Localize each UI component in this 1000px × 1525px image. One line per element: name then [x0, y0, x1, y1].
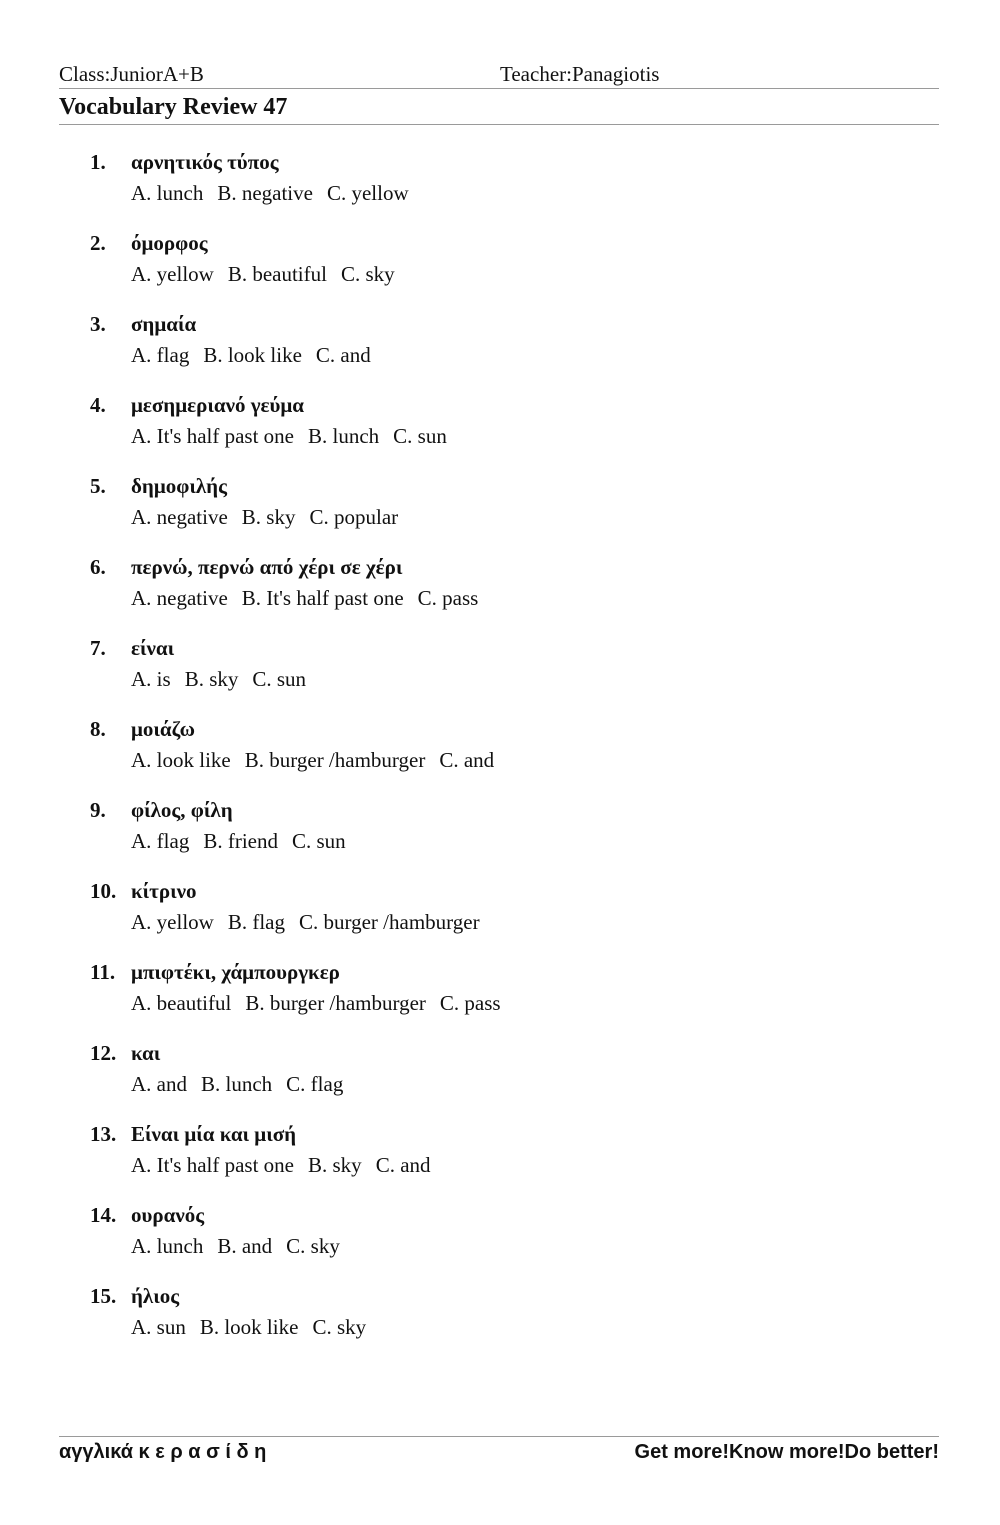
answer-option[interactable]: A. beautiful	[131, 991, 232, 1015]
answer-options	[131, 748, 508, 773]
answer-option[interactable]: B. flag	[227, 910, 285, 934]
header-divider	[59, 88, 939, 89]
footer-divider	[59, 1436, 939, 1437]
question-item	[0, 312, 1000, 393]
answer-option[interactable]: C. burger /hamburger	[298, 910, 480, 934]
answer-option[interactable]: A. yellow	[131, 910, 214, 934]
question-term: μοιάζω	[131, 717, 195, 741]
answer-option[interactable]: C. sky	[286, 1234, 340, 1258]
question-term: ουρανός	[131, 1203, 205, 1227]
answer-option[interactable]: C. sky	[340, 262, 395, 286]
question-item	[0, 150, 1000, 231]
question-number: 10.	[90, 879, 117, 903]
question-item	[0, 960, 1000, 1041]
answer-option[interactable]: A. lunch	[131, 181, 204, 205]
question-term: δημοφιλής	[131, 474, 227, 498]
answer-option[interactable]: B. look like	[199, 1315, 299, 1339]
question-number: 7.	[90, 636, 106, 660]
answer-option[interactable]: B. look like	[203, 343, 302, 367]
answer-options	[131, 343, 385, 368]
answer-option[interactable]: B. sky	[308, 1153, 362, 1177]
question-item	[0, 393, 1000, 474]
question-term: σημαία	[131, 312, 197, 336]
question-number: 5.	[90, 474, 106, 498]
question-item	[0, 1122, 1000, 1203]
answer-options	[131, 586, 492, 611]
question-number: 9.	[90, 798, 106, 822]
answer-option[interactable]: A. negative	[131, 505, 228, 529]
answer-option[interactable]: A. yellow	[131, 262, 214, 286]
answer-option[interactable]: C. pass	[439, 991, 501, 1015]
question-item	[0, 717, 1000, 798]
answer-options	[131, 1153, 445, 1178]
question-term: ήλιος	[131, 1284, 180, 1308]
answer-options	[131, 667, 320, 692]
answer-option[interactable]: A. lunch	[131, 1234, 204, 1258]
question-number: 2.	[90, 231, 106, 255]
question-item	[0, 1203, 1000, 1284]
question-term: Είναι μία και μισή	[131, 1122, 297, 1146]
question-number: 14.	[90, 1203, 117, 1227]
question-item	[0, 636, 1000, 717]
answer-options	[131, 991, 515, 1016]
question-number: 6.	[90, 555, 106, 579]
question-term: περνώ, περνώ από χέρι σε χέρι	[131, 555, 403, 579]
title-divider	[59, 124, 939, 125]
answer-option[interactable]: A. and	[131, 1072, 187, 1096]
answer-options	[131, 910, 494, 935]
answer-option[interactable]: A. look like	[131, 748, 231, 772]
answer-options	[131, 829, 360, 854]
answer-options	[131, 424, 461, 449]
header-row	[59, 62, 939, 88]
answer-option[interactable]: B. sky	[241, 505, 296, 529]
answer-option[interactable]: B. friend	[203, 829, 278, 853]
answer-option[interactable]: B. burger /hamburger	[245, 991, 426, 1015]
question-number: 8.	[90, 717, 106, 741]
answer-option[interactable]: C. and	[375, 1153, 431, 1177]
footer-slogan: Get more!Know more!Do better!	[634, 1441, 939, 1463]
answer-option[interactable]: C. sky	[312, 1315, 367, 1339]
answer-option[interactable]: A. negative	[131, 586, 228, 610]
answer-option[interactable]: A. flag	[131, 829, 190, 853]
answer-option[interactable]: B. lunch	[308, 424, 380, 448]
question-term: μπιφτέκι, χάμπουργκερ	[131, 960, 340, 984]
teacher-label: Teacher:Panagiotis	[500, 62, 660, 86]
answer-option[interactable]: C. sun	[393, 424, 447, 448]
question-item	[0, 798, 1000, 879]
answer-options	[131, 262, 409, 287]
answer-option[interactable]: A. flag	[131, 343, 190, 367]
question-term: κίτρινο	[131, 879, 197, 903]
question-item	[0, 1284, 1000, 1365]
answer-option[interactable]: C. sun	[291, 829, 346, 853]
answer-options	[131, 181, 423, 206]
question-number: 4.	[90, 393, 106, 417]
answer-option[interactable]: B. negative	[217, 181, 313, 205]
answer-option[interactable]: C. and	[315, 343, 371, 367]
answer-option[interactable]: B. burger /hamburger	[244, 748, 426, 772]
question-list	[0, 150, 1000, 1365]
question-item	[0, 1041, 1000, 1122]
answer-options	[131, 1072, 357, 1097]
answer-option[interactable]: B. It's half past one	[241, 586, 404, 610]
answer-option[interactable]: C. yellow	[326, 181, 409, 205]
answer-option[interactable]: B. and	[217, 1234, 273, 1258]
answer-option[interactable]: B. beautiful	[227, 262, 327, 286]
question-item	[0, 231, 1000, 312]
answer-option[interactable]: A. is	[131, 667, 171, 691]
question-term: και	[131, 1041, 161, 1065]
question-number: 15.	[90, 1284, 117, 1308]
question-item	[0, 474, 1000, 555]
answer-option[interactable]: B. sky	[184, 667, 239, 691]
question-number: 1.	[90, 150, 106, 174]
answer-option[interactable]: C. and	[439, 748, 495, 772]
answer-options	[131, 1315, 380, 1340]
answer-option[interactable]: A. sun	[131, 1315, 186, 1339]
question-number: 13.	[90, 1122, 117, 1146]
answer-option[interactable]: C. popular	[309, 505, 399, 529]
question-term: αρνητικός τύπος	[131, 150, 279, 174]
answer-options	[131, 505, 412, 530]
question-number: 3.	[90, 312, 106, 336]
answer-option[interactable]: C. flag	[286, 1072, 344, 1096]
question-term: είναι	[131, 636, 175, 660]
question-number: 11.	[90, 960, 116, 984]
question-term: μεσημεριανό γεύμα	[131, 393, 305, 417]
answer-option[interactable]: C. sun	[252, 667, 307, 691]
page-title: Vocabulary Review 47	[59, 94, 288, 120]
answer-option[interactable]: B. lunch	[201, 1072, 273, 1096]
answer-option[interactable]: A. It's half past one	[131, 424, 294, 448]
question-item	[0, 879, 1000, 960]
answer-option[interactable]: A. It's half past one	[131, 1153, 294, 1177]
answer-options	[131, 1234, 354, 1259]
question-number: 12.	[90, 1041, 117, 1065]
footer-brand: αγγλικά κ ε ρ α σ ί δ η	[59, 1441, 267, 1463]
question-term: όμορφος	[131, 231, 208, 255]
answer-option[interactable]: C. pass	[417, 586, 479, 610]
question-item	[0, 555, 1000, 636]
question-term: φίλος, φίλη	[131, 798, 233, 822]
class-label: Class:JuniorA+B	[59, 62, 204, 86]
